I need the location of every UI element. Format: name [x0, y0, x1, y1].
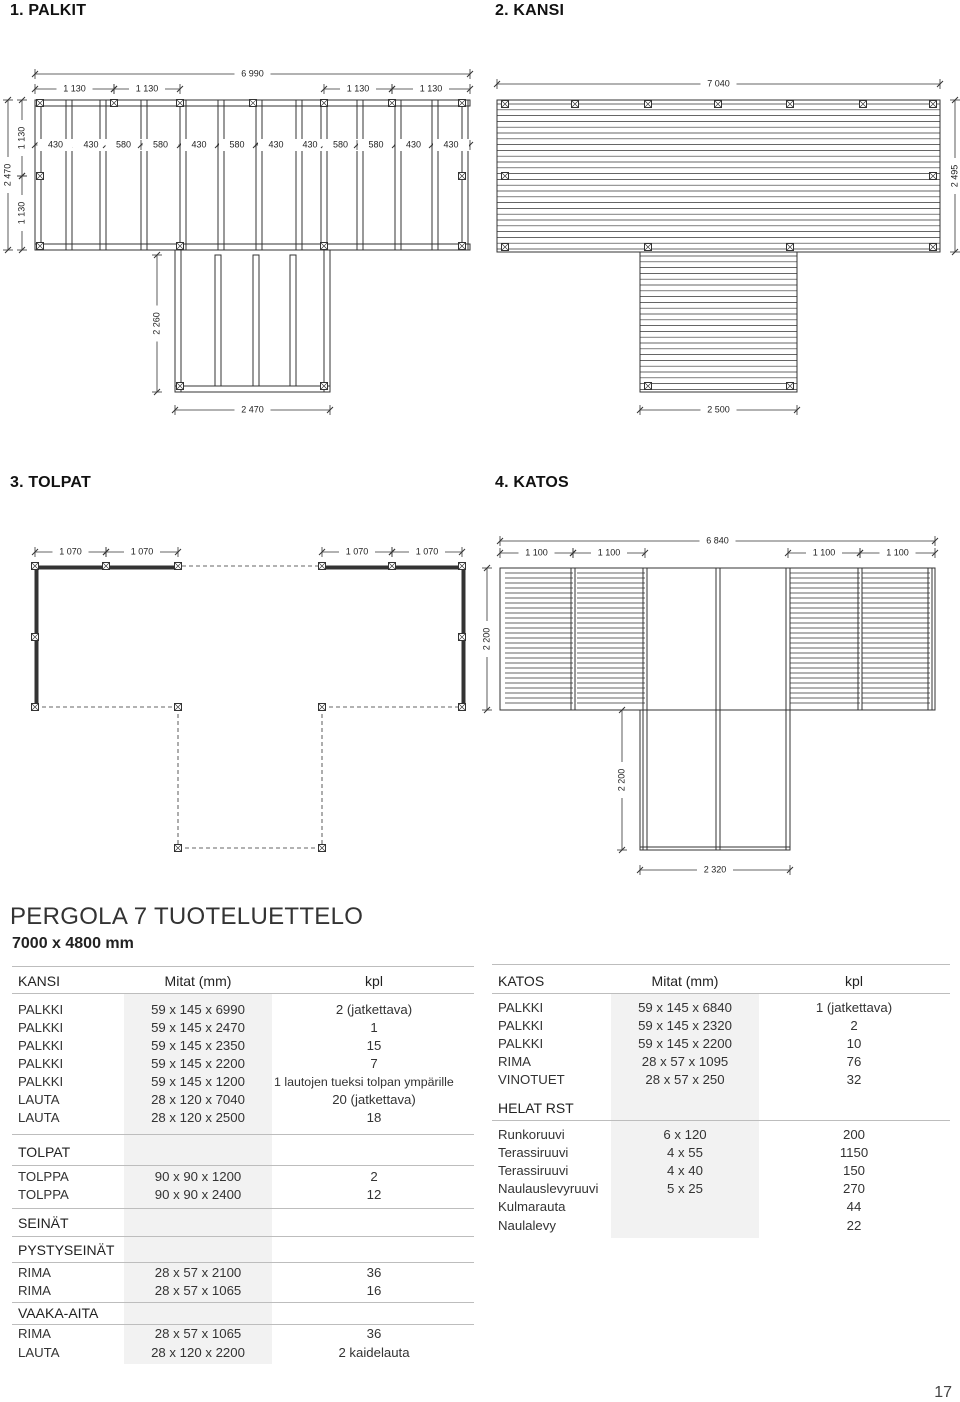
item-name: PALKKI — [498, 1036, 544, 1051]
item-dimensions: 59 x 145 x 2320 — [638, 1018, 732, 1033]
table-section-header — [12, 1142, 474, 1162]
palkit-left-dimension: 1 130 — [16, 201, 27, 225]
item-quantity: 7 — [370, 1056, 378, 1071]
item-quantity: 150 — [842, 1163, 865, 1178]
dimension-lines — [2, 68, 960, 876]
palkit-total-dimension: 6 990 — [241, 68, 264, 79]
item-quantity: 10 — [846, 1036, 862, 1051]
roof-beam — [716, 568, 720, 710]
joist — [66, 100, 72, 250]
table-row — [12, 1001, 474, 1019]
palkit-span-dimension: 1 130 — [135, 83, 159, 94]
item-quantity: 36 — [366, 1265, 382, 1280]
page-number: 17 — [934, 1384, 952, 1401]
table-section-header — [492, 971, 950, 991]
table-row — [12, 1325, 474, 1343]
extension-beam-bottom — [175, 386, 330, 392]
item-dimensions: 59 x 145 x 2350 — [151, 1038, 245, 1053]
catalog-subtitle: 7000 x 4800 mm — [12, 935, 134, 952]
table-row — [492, 1217, 950, 1235]
extension-roof-frame — [640, 710, 790, 850]
roof-beam — [858, 568, 862, 710]
item-name: Naulalevy — [498, 1218, 556, 1233]
catalog-title: PERGOLA 7 TUOTELUETTELO — [10, 903, 364, 930]
table-divider — [492, 1120, 950, 1121]
item-dimensions: 28 x 57 x 2100 — [154, 1265, 242, 1280]
tolpat-span-dimension: 1 070 — [345, 546, 369, 557]
katos-span-dimension: 1 100 — [525, 547, 548, 558]
table-row — [492, 1035, 950, 1053]
table-divider — [12, 966, 474, 967]
section-title-palkit: 1. PALKIT — [10, 2, 87, 19]
table-row — [12, 1282, 474, 1300]
katos-span-dimension: 1 100 — [597, 547, 621, 558]
item-dimensions: 4 x 40 — [667, 1163, 703, 1178]
item-quantity: 2 — [370, 1169, 378, 1184]
palkit-inner-dimension: 430 — [405, 139, 422, 150]
palkit-span-dimension: 1 130 — [419, 83, 443, 94]
table-row — [492, 1180, 950, 1198]
roof-beam — [786, 568, 790, 710]
section-title-tolpat: 3. TOLPAT — [10, 474, 91, 491]
table-section-header — [12, 1213, 474, 1233]
roof-beam — [928, 568, 932, 710]
joist — [357, 100, 363, 250]
header-name: KANSI — [18, 973, 61, 989]
item-quantity: 36 — [366, 1326, 382, 1341]
table-row — [12, 1168, 474, 1186]
kansi-table — [12, 960, 474, 1372]
item-dimensions: 28 x 120 x 2500 — [151, 1110, 245, 1125]
item-quantity: 1150 — [839, 1145, 869, 1160]
kansi-drawing — [497, 100, 940, 392]
kansi-total-dimension: 7 040 — [707, 78, 730, 89]
item-dimensions: 59 x 145 x 1200 — [151, 1074, 245, 1089]
palkit-extension-height-dimension: 2 260 — [151, 312, 162, 335]
item-name: PALKKI — [18, 1074, 64, 1089]
item-quantity: 1 lautojen tueksi tolpan ympärille — [274, 1075, 454, 1089]
roof-beam — [643, 568, 647, 710]
item-quantity: 22 — [846, 1218, 862, 1233]
table-divider — [12, 1134, 474, 1135]
table-row — [12, 1055, 474, 1073]
tolpat-span-dimension: 1 070 — [130, 546, 154, 557]
item-dimensions: 59 x 145 x 2470 — [151, 1020, 245, 1035]
item-name: VINOTUET — [498, 1072, 565, 1087]
table-section-header — [12, 1240, 474, 1260]
table-divider — [12, 993, 474, 994]
item-quantity: 270 — [842, 1181, 865, 1196]
section-title-katos: 4. KATOS — [495, 474, 569, 491]
item-name: Naulauslevyruuvi — [498, 1181, 599, 1196]
item-quantity: 2 kaidelauta — [338, 1345, 410, 1360]
table-row — [12, 1037, 474, 1055]
item-name: PALKKI — [18, 1056, 64, 1071]
item-dimensions: 28 x 57 x 250 — [645, 1072, 725, 1087]
palkit-extension-width-dimension: 2 470 — [241, 404, 264, 415]
item-quantity: 200 — [842, 1127, 865, 1142]
palkit-inner-dimension: 430 — [83, 139, 99, 150]
extension-deck-frame — [640, 252, 797, 392]
table-divider — [12, 1165, 474, 1166]
table-divider — [492, 993, 950, 994]
item-quantity: 76 — [846, 1054, 862, 1069]
item-dimensions: 28 x 120 x 7040 — [151, 1092, 245, 1107]
header-dimension: Mitat (mm) — [164, 973, 232, 989]
palkit-inner-dimension: 430 — [268, 139, 284, 150]
item-dimensions: 4 x 55 — [667, 1145, 703, 1160]
table-row — [492, 1198, 950, 1216]
item-dimensions: 28 x 57 x 1095 — [641, 1054, 729, 1069]
dimension-labels — [2, 68, 959, 874]
item-dimensions: 6 x 120 — [663, 1127, 707, 1142]
kansi-right-dimension: 2 495 — [949, 164, 960, 188]
item-name: PALKKI — [498, 1000, 544, 1015]
katos-height-dimension: 2 200 — [481, 627, 492, 651]
item-dimensions: 28 x 120 x 2200 — [151, 1345, 245, 1360]
extension-beam-right — [324, 250, 330, 392]
item-name: RIMA — [498, 1054, 531, 1069]
joist — [100, 100, 106, 250]
joist — [141, 100, 147, 250]
item-quantity: 1 — [370, 1020, 378, 1035]
table-row — [12, 1019, 474, 1037]
item-quantity: 2 (jatkettava) — [335, 1002, 413, 1017]
extension-roof-beam — [786, 710, 790, 850]
item-name: Runkoruuvi — [498, 1127, 565, 1142]
item-quantity: 32 — [846, 1072, 862, 1087]
item-name: Kulmarauta — [498, 1199, 566, 1214]
item-dimensions: 90 x 90 x 2400 — [154, 1187, 242, 1202]
katos-table — [492, 960, 950, 1250]
table-row — [12, 1264, 474, 1282]
joist — [432, 100, 438, 250]
item-name: LAUTA — [18, 1345, 60, 1360]
joist — [395, 100, 401, 250]
katos-extension-height-dimension: 2 200 — [616, 768, 627, 792]
item-quantity: 2 — [850, 1018, 858, 1033]
joist — [296, 100, 302, 250]
header-name: HELAT RST — [498, 1100, 574, 1116]
table-row — [492, 1053, 950, 1071]
joist — [218, 100, 224, 250]
item-name: LAUTA — [18, 1110, 60, 1125]
joist — [180, 100, 186, 250]
table-row — [492, 1071, 950, 1089]
katos-extension-width-dimension: 2 320 — [703, 864, 727, 875]
item-dimensions: 5 x 25 — [667, 1181, 703, 1196]
table-divider — [492, 964, 950, 965]
item-dimensions: 28 x 57 x 1065 — [154, 1326, 242, 1341]
header-name: PYSTYSEINÄT — [18, 1242, 115, 1258]
table-section-header — [492, 1098, 950, 1118]
header-name: KATOS — [498, 973, 545, 989]
deck-frame — [497, 100, 940, 252]
item-quantity: 12 — [366, 1187, 382, 1202]
item-quantity: 20 (jatkettava) — [332, 1092, 416, 1107]
item-dimensions: 90 x 90 x 1200 — [154, 1169, 242, 1184]
table-section-header — [12, 971, 474, 991]
extension-joist — [253, 255, 259, 386]
section-title-kansi: 2. KANSI — [495, 2, 565, 19]
item-quantity: 15 — [366, 1038, 382, 1053]
item-dimensions: 59 x 145 x 6840 — [638, 1000, 732, 1015]
header-name: VAAKA-AITA — [18, 1305, 99, 1321]
table-divider — [12, 1208, 474, 1209]
header-quantity: kpl — [365, 973, 383, 989]
table-row — [12, 1073, 474, 1091]
palkit-inner-dimension: 430 — [47, 139, 64, 150]
header-name: SEINÄT — [18, 1215, 69, 1231]
table-row — [492, 999, 950, 1017]
item-name: LAUTA — [18, 1092, 60, 1107]
item-name: PALKKI — [18, 1002, 64, 1017]
palkit-span-dimension: 1 130 — [346, 83, 370, 94]
header-name: TOLPAT — [18, 1144, 71, 1160]
roof-frame — [500, 568, 935, 710]
kansi-extension-width-dimension: 2 500 — [707, 404, 730, 415]
item-dimensions: 28 x 57 x 1065 — [154, 1283, 242, 1298]
item-name: Terassiruuvi — [498, 1145, 569, 1160]
extension-joist — [215, 255, 221, 386]
extension-beam-left — [175, 250, 181, 392]
katos-total-dimension: 6 840 — [706, 535, 729, 546]
katos-span-dimension: 1 100 — [812, 547, 836, 558]
item-quantity: 18 — [366, 1110, 382, 1125]
tolpat-span-dimension: 1 070 — [415, 546, 439, 557]
katos-span-dimension: 1 100 — [886, 547, 909, 558]
item-name: TOLPPA — [18, 1169, 69, 1184]
item-name: PALKKI — [18, 1020, 64, 1035]
palkit-inner-dimension: 580 — [229, 139, 245, 150]
joist — [256, 100, 262, 250]
item-quantity: 1 (jatkettava) — [815, 1000, 893, 1015]
table-divider — [12, 1236, 474, 1237]
table-row — [12, 1109, 474, 1127]
extension-joist — [290, 255, 296, 386]
header-quantity: kpl — [845, 973, 863, 989]
item-name: PALKKI — [498, 1018, 544, 1033]
item-dimensions: 59 x 145 x 6990 — [151, 1002, 245, 1017]
item-name: RIMA — [18, 1326, 51, 1341]
table-row — [492, 1126, 950, 1144]
table-row — [12, 1091, 474, 1109]
extension-roof-beam — [643, 710, 647, 850]
table-row — [12, 1344, 474, 1362]
item-name: TOLPPA — [18, 1187, 69, 1202]
joist — [321, 100, 327, 250]
table-row — [492, 1144, 950, 1162]
palkit-inner-dimension: 430 — [443, 139, 459, 150]
katos-drawing — [500, 568, 935, 850]
table-section-header — [12, 1303, 474, 1323]
palkit-inner-dimension: 430 — [302, 139, 318, 150]
item-dimensions: 59 x 145 x 2200 — [151, 1056, 245, 1071]
item-name: RIMA — [18, 1265, 51, 1280]
item-name: PALKKI — [18, 1038, 64, 1053]
table-row — [492, 1017, 950, 1035]
item-name: Terassiruuvi — [498, 1163, 569, 1178]
table-divider — [12, 1262, 474, 1263]
palkit-inner-dimension: 580 — [332, 139, 349, 150]
item-quantity: 16 — [366, 1283, 382, 1298]
palkit-inner-dimension: 580 — [152, 139, 169, 150]
palkit-inner-dimension: 580 — [115, 139, 132, 150]
palkit-inner-dimension: 430 — [191, 139, 207, 150]
roof-beam — [571, 568, 575, 710]
item-name: RIMA — [18, 1283, 51, 1298]
item-quantity: 44 — [846, 1199, 862, 1214]
palkit-left-dimension: 1 130 — [16, 126, 27, 150]
header-dimension: Mitat (mm) — [651, 973, 719, 989]
tolpat-span-dimension: 1 070 — [59, 546, 82, 557]
extension-roof-beam — [716, 710, 720, 850]
palkit-inner-dimension: 580 — [368, 139, 384, 150]
table-row — [492, 1162, 950, 1180]
item-dimensions: 59 x 145 x 2200 — [638, 1036, 732, 1051]
palkit-span-dimension: 1 130 — [63, 83, 86, 94]
table-row — [12, 1186, 474, 1204]
tolpat-drawing — [32, 563, 466, 852]
palkit-left-total-dimension: 2 470 — [2, 163, 13, 187]
